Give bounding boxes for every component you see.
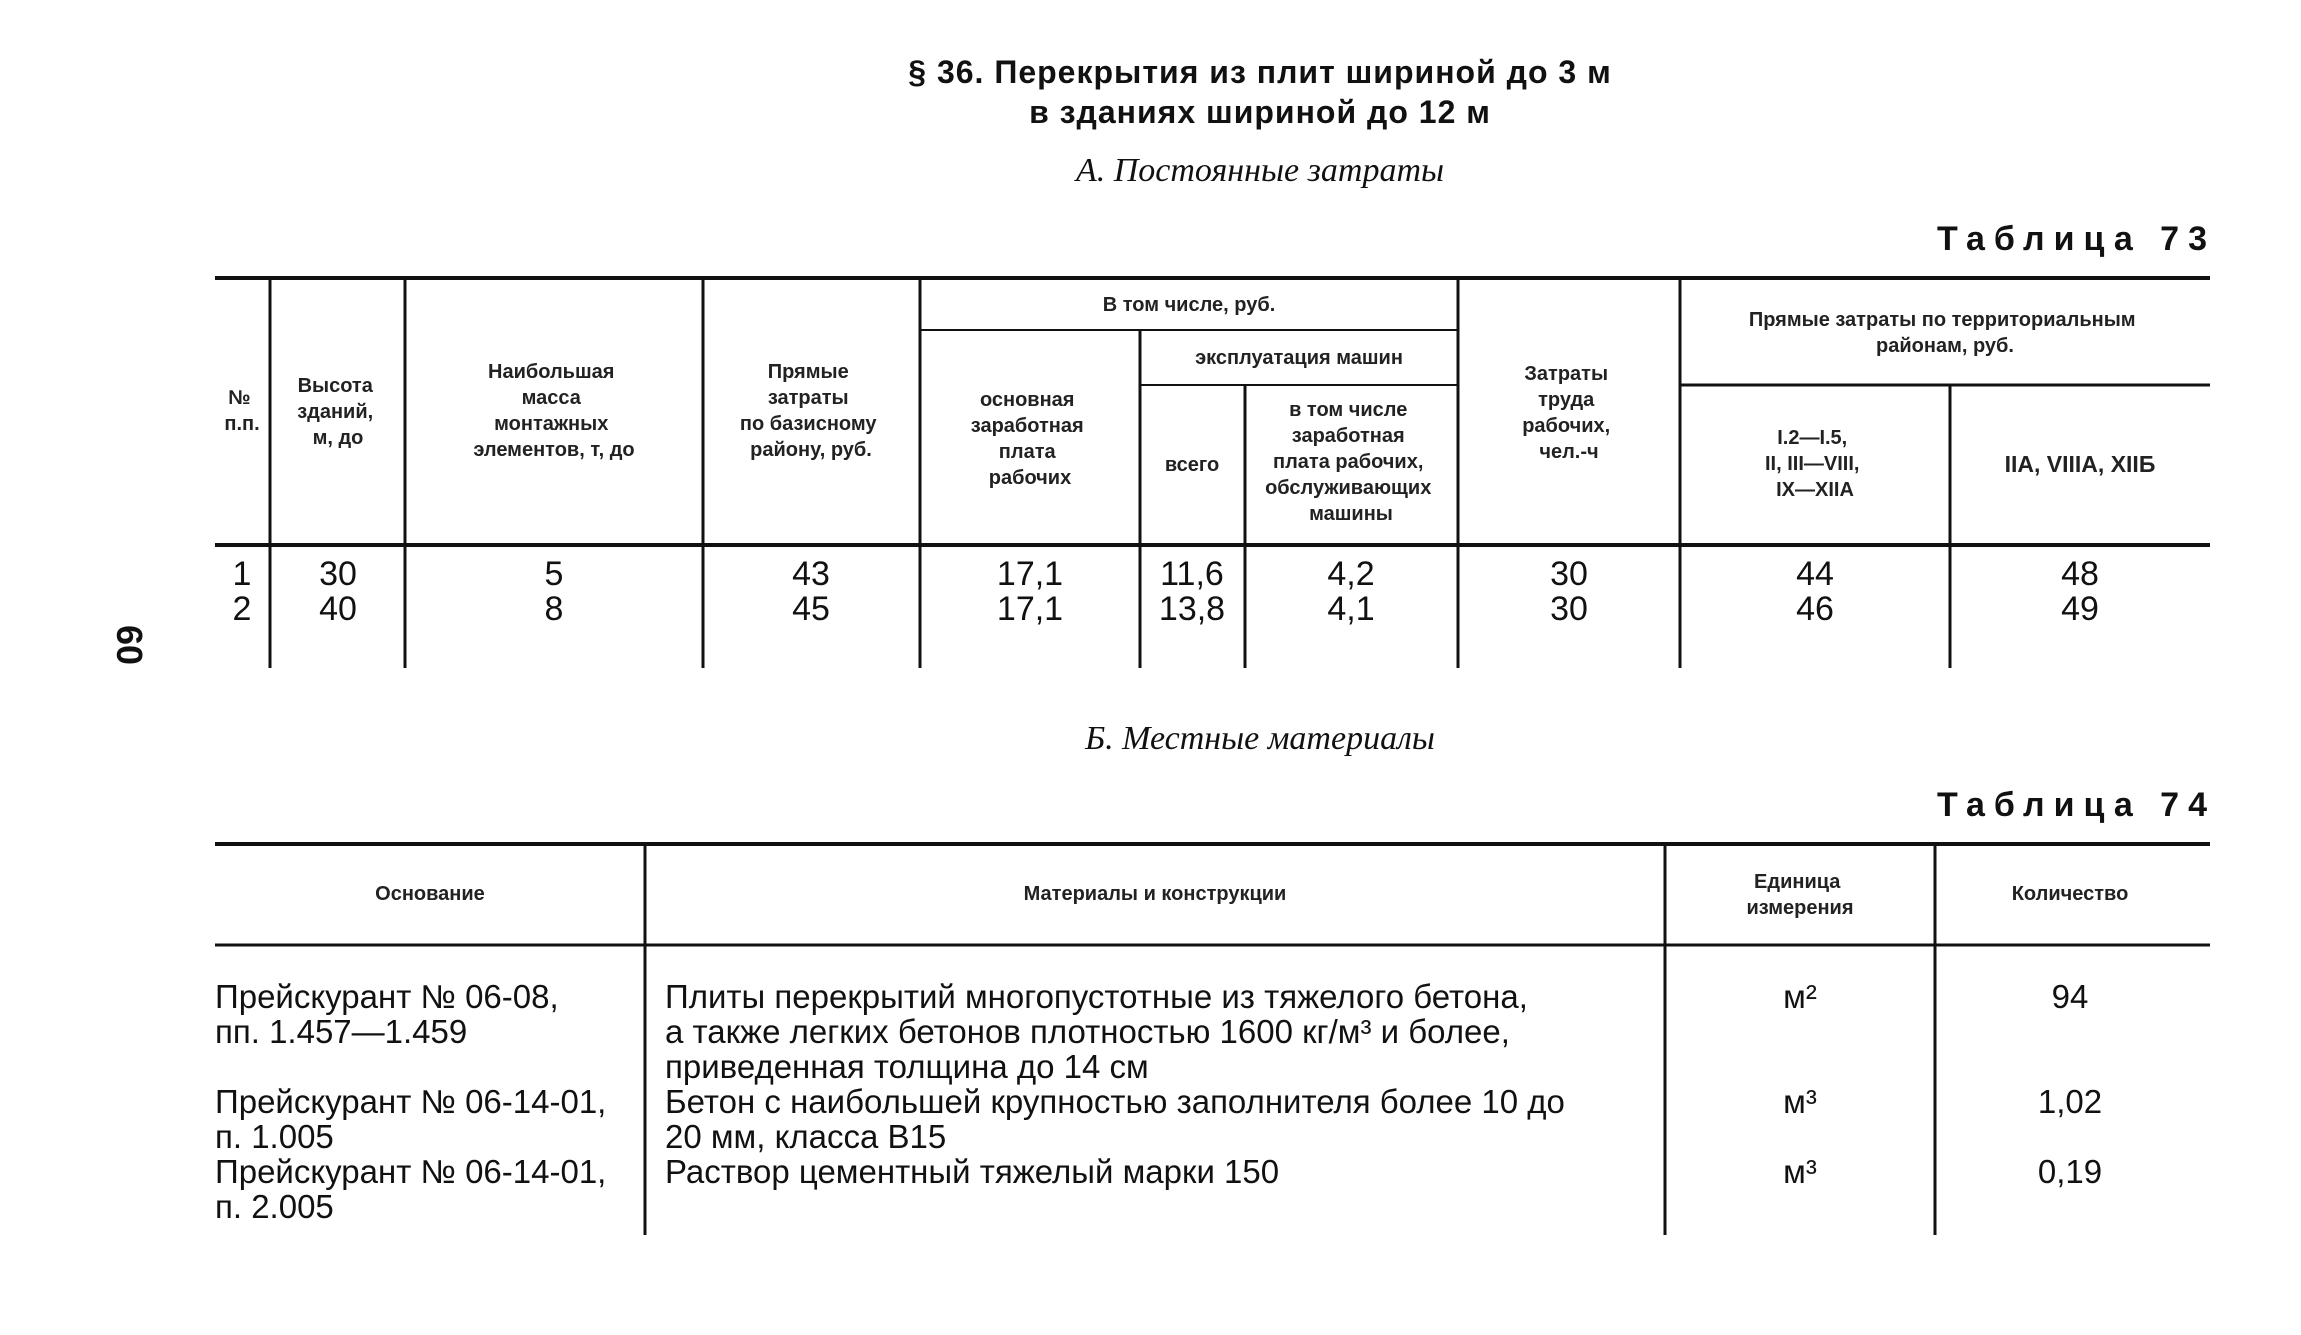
hdr-machine-wage: [1265, 399, 1437, 525]
hdr-labor-line1: Затраты: [1524, 363, 1609, 385]
cell-labor: 30: [1550, 590, 1588, 628]
cell-basis-line2: п. 2.005: [215, 1188, 334, 1225]
cell-material-line2: а также легких бетонов плотностью 1600 кг/м³ и более,: [665, 1013, 1510, 1050]
cell-total: 11,6: [1160, 555, 1224, 593]
table-73-row: [233, 590, 2099, 628]
table-74-row: [215, 1153, 2102, 1225]
hdr-basic-wage: [971, 389, 1089, 489]
cell-unit: м³: [1783, 1153, 1817, 1190]
hdr-mass-line1: Наибольшая: [488, 361, 615, 383]
hdr-labor-line4: чел.-ч: [1539, 441, 1599, 463]
hdr-regional-line1: Прямые затраты по территориальным: [1748, 309, 2136, 331]
hdr-machine-wage-line5: машины: [1309, 503, 1393, 525]
cell-basis-line2: п. 1.005: [215, 1118, 334, 1155]
cell-quantity: 1,02: [2037, 1083, 2103, 1120]
section-title-line2: в зданиях шириной до 12 м: [1029, 94, 1491, 130]
cell-mass: 8: [544, 590, 564, 628]
cell-total: 13,8: [1158, 590, 1226, 628]
hdr-total: всего: [1164, 454, 1220, 476]
cell-basic-wage: 17,1: [996, 590, 1064, 628]
cell-basis-line1: Прейскурант № 06-08,: [215, 978, 559, 1015]
hdr-region1-line3: IX—XIIА: [1776, 479, 1854, 501]
cell-machine-wage: 4,2: [1327, 555, 1375, 593]
hdr-basic-wage-line1: основная: [979, 389, 1075, 411]
page-number: 60: [109, 625, 150, 666]
cell-region1: 44: [1796, 555, 1834, 593]
cell-material-line1: Раствор цементный тяжелый марки 150: [665, 1153, 1280, 1190]
cell-quantity: 94: [2051, 978, 2089, 1015]
hdr-direct-line3: по базисному: [739, 413, 877, 435]
hdr-direct: [740, 361, 882, 461]
cell-material: [665, 1083, 1574, 1155]
hdr-direct-line1: Прямые: [767, 361, 849, 383]
table-73-label: Таблица 73: [1937, 220, 2216, 258]
hdr-basic-wage-line3: плата: [998, 441, 1056, 463]
cell-unit: м³: [1783, 1083, 1817, 1120]
hdr-mass: [473, 361, 634, 461]
cell-basis-line1: Прейскурант № 06-14-01,: [215, 1083, 607, 1120]
cell-machine-wage: 4,1: [1327, 590, 1375, 628]
hdr-height-line2: зданий,: [297, 401, 374, 423]
hdr-machine-wage-line2: заработная: [1291, 425, 1405, 447]
hdr-height-line3: м, до: [312, 427, 364, 449]
cell-basic-wage: 17,1: [996, 555, 1064, 593]
section-title-line1: § 36. Перекрытия из плит шириной до 3 м: [908, 54, 1612, 90]
cell-labor: 30: [1550, 555, 1588, 593]
cell-height: 30: [319, 555, 357, 593]
cell-basis-line1: Прейскурант № 06-14-01,: [215, 1153, 607, 1190]
hdr-regional-line2: районам, руб.: [1876, 335, 2014, 357]
hdr-unit: [1746, 871, 1853, 919]
cell-basis: [215, 978, 568, 1050]
hdr-machine-wage-line4: обслуживающих: [1265, 477, 1432, 499]
hdr-height: [297, 375, 379, 449]
cell-basis: [215, 1083, 616, 1155]
cell-unit: м²: [1783, 978, 1817, 1015]
cell-material-line1: Бетон с наибольшей крупностью заполнителя более 10 до: [665, 1083, 1565, 1120]
cell-basis: [215, 1153, 616, 1225]
subtitle-local-materials: Б. Местные материалы: [1085, 720, 1435, 757]
hdr-height-line1: Высота: [297, 375, 373, 397]
cell-num: 1: [232, 555, 252, 593]
cell-region2: 49: [2061, 590, 2099, 628]
table-73-row: [233, 555, 2099, 593]
hdr-direct-line2: затраты: [767, 387, 849, 409]
hdr-unit-line2: измерения: [1746, 897, 1854, 919]
hdr-basic-wage-line2: заработная: [970, 415, 1084, 437]
hdr-region1: [1765, 427, 1865, 501]
cell-material-line1: Плиты перекрытий многопустотные из тяжелого бетона,: [665, 978, 1528, 1015]
hdr-mass-line4: элементов, т, до: [473, 439, 635, 461]
hdr-labor-line3: рабочих,: [1522, 415, 1611, 437]
table-74-row: [215, 978, 2088, 1085]
hdr-regional-group: [1749, 309, 2141, 357]
hdr-basic-wage-line4: рабочих: [988, 467, 1072, 489]
hdr-region1-line2: II, III—VIII,: [1764, 453, 1860, 475]
subtitle-fixed-costs: А. Постоянные затраты: [1075, 152, 1445, 189]
hdr-region1-line1: I.2—I.5,: [1777, 427, 1848, 449]
cell-basis-line2: пп. 1.457—1.459: [215, 1013, 468, 1050]
hdr-labor-line2: труда: [1538, 389, 1595, 411]
cell-direct: 43: [792, 555, 830, 593]
cell-region2: 48: [2061, 555, 2099, 593]
cell-material-line2: 20 мм, класса В15: [665, 1118, 947, 1155]
hdr-unit-line1: Единица: [1754, 871, 1841, 893]
cell-material: [665, 978, 1537, 1085]
cell-material: [665, 1153, 1279, 1190]
hdr-machine-group: эксплуатация машин: [1195, 347, 1403, 369]
cell-height: 40: [319, 590, 357, 628]
table-74-label: Таблица 74: [1937, 786, 2216, 824]
hdr-region2: IIА, VIIIА, XIIБ: [2004, 451, 2156, 477]
hdr-mass-line3: монтажных: [494, 413, 609, 435]
table-74-row: [215, 1083, 2102, 1155]
cell-material-line3: приведенная толщина до 14 см: [665, 1048, 1149, 1085]
hdr-direct-line4: району, руб.: [750, 439, 872, 461]
cell-region1: 46: [1796, 590, 1834, 628]
cell-direct: 45: [792, 590, 830, 628]
cell-quantity: 0,19: [2037, 1153, 2103, 1190]
hdr-mass-line2: масса: [521, 387, 581, 409]
cell-mass: 5: [544, 555, 564, 593]
hdr-basis: Основание: [375, 883, 485, 905]
hdr-labor: [1522, 363, 1616, 463]
cell-num: 2: [232, 590, 252, 628]
hdr-num: [224, 387, 259, 435]
hdr-num-line1: №: [228, 387, 251, 409]
hdr-machine-wage-line1: в том числе: [1289, 399, 1408, 421]
hdr-machine-wage-line3: плата рабочих,: [1273, 451, 1424, 473]
hdr-quantity: Количество: [2011, 883, 2129, 905]
hdr-incl-group: В том числе, руб.: [1102, 294, 1276, 316]
hdr-materials: Материалы и конструкции: [1023, 883, 1287, 905]
hdr-num-line2: п.п.: [224, 413, 260, 435]
